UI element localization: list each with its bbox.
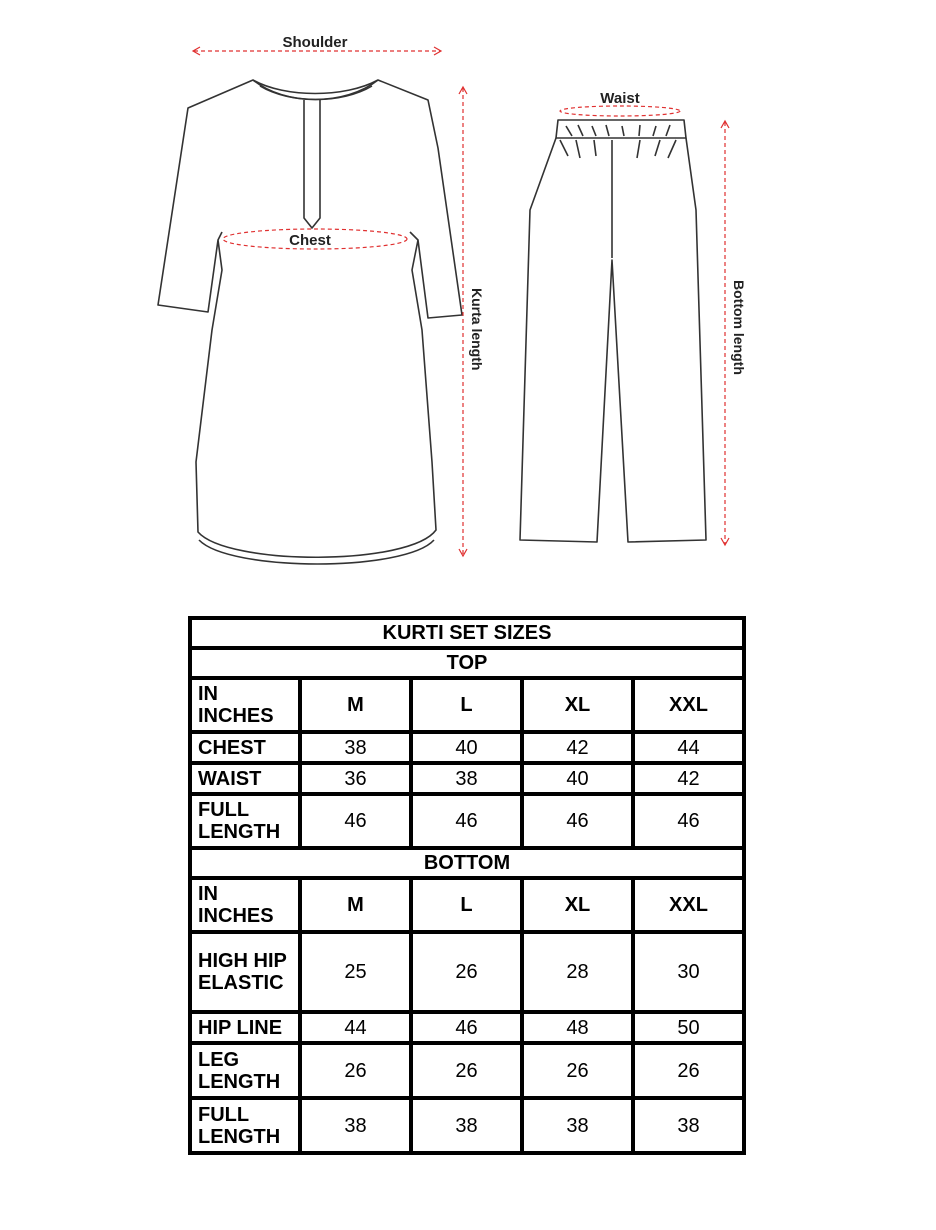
table-row [190, 1098, 744, 1153]
row-label: HIGH HIP ELASTIC [190, 932, 300, 1012]
column-header-unit: IN INCHES [190, 678, 300, 732]
size-chart [188, 616, 746, 1155]
measurement-arrowheads [193, 47, 729, 556]
shoulder-label: Shoulder [282, 34, 348, 51]
cell-value: 38 [300, 732, 411, 763]
bottom-length-label: Bottom length [731, 280, 747, 375]
cell-value: 36 [300, 763, 411, 794]
cell-value: 30 [633, 932, 744, 1012]
cell-value: 26 [411, 932, 522, 1012]
cell-value: 46 [522, 794, 633, 848]
row-label: FULL LENGTH [190, 1098, 300, 1153]
row-label: WAIST [190, 763, 300, 794]
table-title: KURTI SET SIZES [190, 618, 744, 648]
cell-value: 38 [522, 1098, 633, 1153]
section-heading-top: TOP [190, 648, 744, 678]
column-header-size: M [300, 678, 411, 732]
cell-value: 38 [411, 1098, 522, 1153]
column-header-size: XL [522, 678, 633, 732]
cell-value: 44 [633, 732, 744, 763]
cell-value: 46 [300, 794, 411, 848]
table-row [190, 732, 744, 763]
cell-value: 42 [633, 763, 744, 794]
kurta-length-label: Kurta length [469, 288, 485, 371]
cell-value: 46 [411, 1012, 522, 1043]
table-row [190, 1012, 744, 1043]
column-header-size: L [411, 878, 522, 932]
column-header-size: L [411, 678, 522, 732]
cell-value: 42 [522, 732, 633, 763]
table-row [190, 794, 744, 848]
cell-value: 50 [633, 1012, 744, 1043]
cell-value: 26 [522, 1043, 633, 1098]
pants-drawing [520, 120, 706, 542]
cell-value: 40 [411, 732, 522, 763]
cell-value: 26 [411, 1043, 522, 1098]
row-label: HIP LINE [190, 1012, 300, 1043]
cell-value: 46 [411, 794, 522, 848]
cell-value: 44 [300, 1012, 411, 1043]
waist-label: Waist [600, 90, 640, 107]
cell-value: 40 [522, 763, 633, 794]
chest-label: Chest [289, 232, 331, 249]
table-row [190, 932, 744, 1012]
table-row [190, 763, 744, 794]
row-label: LEG LENGTH [190, 1043, 300, 1098]
table-row [190, 1043, 744, 1098]
row-label: CHEST [190, 732, 300, 763]
column-header-size: XXL [633, 878, 744, 932]
cell-value: 38 [300, 1098, 411, 1153]
section-heading-bottom: BOTTOM [190, 848, 744, 878]
column-header-size: M [300, 878, 411, 932]
cell-value: 26 [300, 1043, 411, 1098]
column-header-unit: IN INCHES [190, 878, 300, 932]
row-label: FULL LENGTH [190, 794, 300, 848]
cell-value: 38 [411, 763, 522, 794]
size-table [188, 616, 746, 1155]
cell-value: 48 [522, 1012, 633, 1043]
cell-value: 25 [300, 932, 411, 1012]
kurta-drawing [158, 80, 462, 564]
cell-value: 26 [633, 1043, 744, 1098]
garment-measurement-diagram [0, 0, 936, 600]
column-header-size: XXL [633, 678, 744, 732]
cell-value: 28 [522, 932, 633, 1012]
cell-value: 46 [633, 794, 744, 848]
column-header-size: XL [522, 878, 633, 932]
cell-value: 38 [633, 1098, 744, 1153]
